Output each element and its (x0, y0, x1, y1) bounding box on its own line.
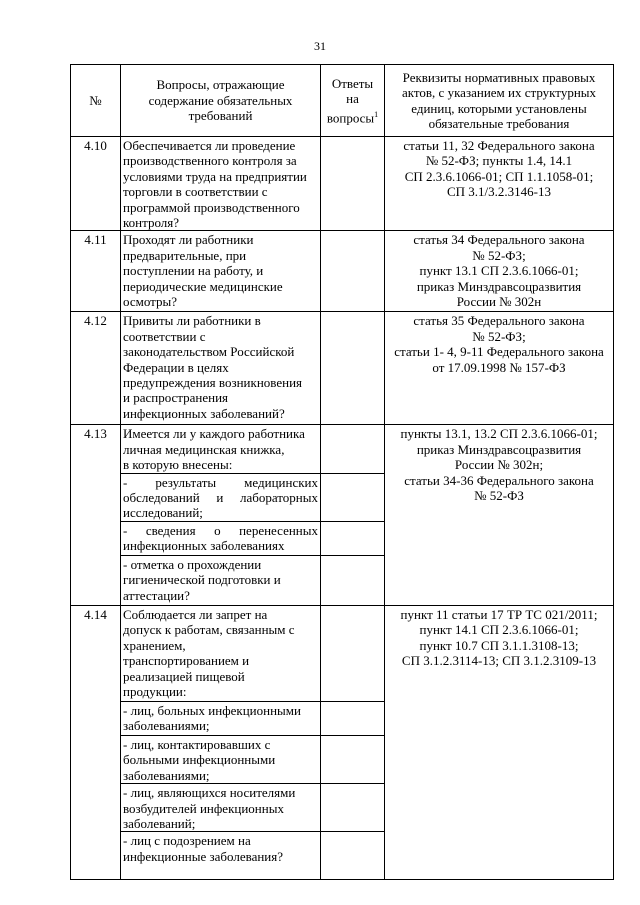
question-line: Привиты ли работники в (123, 313, 261, 329)
reference-line: России № 302н; (454, 457, 544, 473)
question-line: - лиц, больных инфекционными (123, 702, 301, 718)
question-line: торговли в соответствии с (123, 184, 268, 200)
reference-line: СП 3.1.2.3114-13; СП 3.1.2.3109-13 (401, 653, 597, 669)
question-line: Обеспечивается ли проведение (123, 138, 296, 153)
question-line: инфекционных заболеваний? (123, 405, 285, 421)
question-line: инфекционных заболеваниях (123, 538, 285, 554)
reference-cell (385, 231, 614, 312)
answer-cell[interactable] (321, 555, 385, 605)
question-line: соответствии с (123, 328, 206, 344)
answer-cell[interactable] (321, 701, 385, 735)
reference-line: пункты 13.1, 13.2 СП 2.3.6.1066-01; (400, 426, 598, 442)
question-line: хранением, (123, 637, 186, 653)
question-line: периодические медицинские (123, 278, 283, 294)
header-question: Вопросы, отражающие содержание обязательных требований (121, 65, 321, 137)
answer-cell[interactable] (321, 735, 385, 783)
question-line: Проходят ли работники (123, 232, 254, 248)
header-answer-text: Ответы на вопросы (326, 75, 375, 125)
question-subitem (121, 473, 321, 521)
header-num: № (71, 65, 121, 137)
page-number: 31 (314, 39, 326, 53)
question-subitem (121, 832, 321, 880)
reference-line: статьи 1- 4, 9-11 Федерального закона (394, 344, 604, 360)
question-line: предупреждения возникновения (123, 375, 303, 391)
reference-line: статьи 11, 32 Федерального закона (403, 138, 595, 153)
question-line: и распространения (123, 390, 229, 406)
reference-line: приказ Минздравсоцразвития (416, 441, 582, 457)
question-line: исследований; (123, 505, 203, 521)
question-line: контроля? (123, 215, 180, 231)
question-cell (121, 605, 321, 701)
question-line: - результаты медицинских (123, 474, 318, 490)
header-reference: Реквизиты нормативных правовых актов, с указанием их структурных единиц, которыми установлены обязательные требования (385, 65, 614, 137)
table-row-4-14 (71, 605, 614, 701)
question-line: аттестации? (123, 587, 190, 603)
reference-line: № 52-ФЗ (474, 488, 524, 504)
answer-cell[interactable] (321, 425, 385, 473)
header-answer-footnote: 1 (374, 109, 379, 119)
row-number: 4.12 (71, 312, 121, 425)
reference-line: № 52-ФЗ; (472, 328, 526, 344)
reference-line: пункт 13.1 СП 2.3.6.1066-01; (419, 263, 579, 279)
reference-cell (385, 137, 614, 231)
reference-line: № 52-ФЗ; пункты 1.4, 14.1 (425, 153, 573, 169)
question-line: транспортированием и (123, 653, 250, 669)
reference-cell (385, 312, 614, 425)
question-cell (121, 425, 321, 473)
reference-line: СП 2.3.6.1066-01; СП 1.1.1058-01; (404, 168, 594, 184)
question-line: условиями труда на предприятии (123, 168, 307, 184)
table-row-4-11 (71, 231, 614, 312)
answer-cell[interactable] (321, 784, 385, 832)
question-cell (121, 137, 321, 231)
reference-line: статья 35 Федерального закона (413, 313, 585, 329)
question-line: программой производственного (123, 199, 300, 215)
reference-line: статья 34 Федерального закона (413, 232, 585, 248)
question-line: заболеваниями; (123, 718, 210, 734)
row-number: 4.10 (71, 137, 121, 231)
answer-cell[interactable] (321, 521, 385, 555)
question-line: предварительные, при (123, 247, 247, 263)
requirements-table (70, 64, 614, 880)
reference-line: пункт 10.7 СП 3.1.1.3108-13; (419, 637, 579, 653)
question-line: осмотры? (123, 294, 177, 310)
row-number: 4.14 (71, 605, 121, 879)
question-subitem (121, 784, 321, 832)
reference-line: пункт 14.1 СП 2.3.6.1066-01; (419, 622, 579, 638)
question-cell (121, 231, 321, 312)
answer-cell[interactable] (321, 605, 385, 701)
question-line: возбудителей инфекционных (123, 800, 284, 816)
question-line: в которую внесены: (123, 457, 233, 473)
question-subitem (121, 735, 321, 783)
question-line: законодательством Российской (123, 344, 295, 360)
question-line: личная медицинская книжка, (123, 441, 285, 457)
reference-line: № 52-ФЗ; (472, 247, 526, 263)
reference-line: от 17.09.1998 № 157-ФЗ (432, 359, 566, 375)
reference-line: приказ Минздравсоцразвития (416, 278, 582, 294)
question-line: - отметка о прохождении (123, 556, 262, 572)
answer-cell[interactable] (321, 832, 385, 880)
question-line: Имеется ли у каждого работника (123, 426, 305, 442)
question-line: - лиц, контактировавших с (123, 736, 271, 752)
table-row-4-10 (71, 137, 614, 231)
answer-cell[interactable] (321, 231, 385, 312)
answer-cell[interactable] (321, 473, 385, 521)
question-subitem (121, 555, 321, 605)
reference-line: статьи 34-36 Федерального закона (404, 472, 594, 488)
question-cell (121, 312, 321, 425)
row-number: 4.13 (71, 425, 121, 605)
question-line: инфекционные заболевания? (123, 848, 284, 864)
question-line: больными инфекционными (123, 752, 276, 768)
question-line: поступлении на работу, и (123, 263, 264, 279)
question-line: обследований и лабораторных (123, 490, 318, 506)
question-line: производственного контроля за (123, 153, 297, 169)
question-line: заболеваниями; (123, 767, 210, 783)
reference-line: пункт 11 статьи 17 ТР ТС 021/2011; (400, 606, 598, 622)
question-line: гигиенической подготовки и (123, 572, 281, 588)
question-subitem (121, 521, 321, 555)
reference-cell (385, 605, 614, 879)
question-line: реализацией пищевой (123, 668, 245, 684)
table-row-4-12 (71, 312, 614, 425)
question-line: допуск к работам, связанным с (123, 622, 295, 638)
row-number: 4.11 (71, 231, 121, 312)
question-line: - сведения о перенесенных (123, 522, 318, 538)
question-line: продукции: (123, 683, 187, 699)
reference-cell (385, 425, 614, 605)
question-line: - лиц с подозрением на (123, 833, 251, 849)
question-line: заболеваний; (123, 815, 196, 831)
table-row-4-13 (71, 425, 614, 473)
reference-line: СП 3.1/3.2.3146-13 (447, 184, 551, 200)
question-line: Соблюдается ли запрет на (123, 606, 268, 622)
answer-cell[interactable] (321, 312, 385, 425)
table-header-row (71, 65, 614, 137)
header-answer (321, 65, 385, 137)
reference-line: России № 302н (456, 294, 542, 310)
question-subitem (121, 701, 321, 735)
answer-cell[interactable] (321, 137, 385, 231)
question-line: - лиц, являющихся носителями (123, 785, 296, 801)
question-line: Федерации в целях (123, 359, 229, 375)
